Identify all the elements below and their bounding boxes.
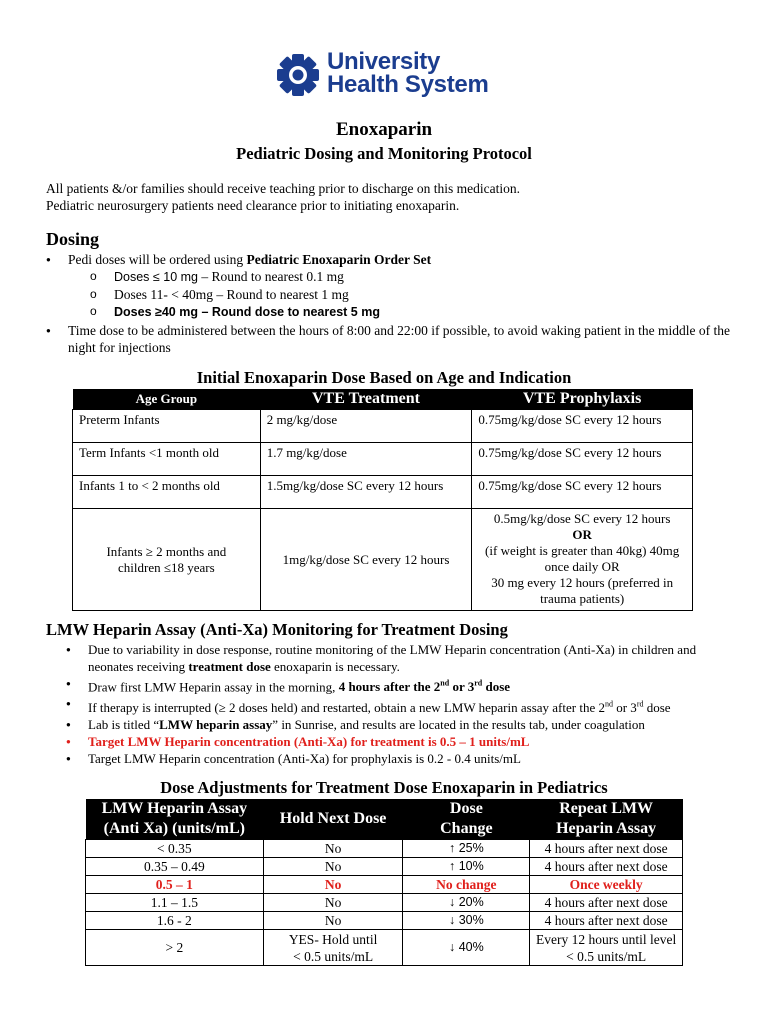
intro-text	[46, 180, 520, 214]
table-row	[86, 912, 683, 930]
cell-assay: < 0.35	[86, 840, 264, 858]
dosing-bullet-2	[46, 322, 736, 356]
table-row	[73, 410, 693, 443]
cell-treatment: 1.5mg/kg/dose SC every 12 hours	[260, 476, 472, 509]
cell-age: Infants ≥ 2 months and children ≤18 years	[73, 509, 261, 611]
monitor-b1-b: enoxaparin is necessary.	[270, 659, 400, 674]
intro-line-2: Pediatric neurosurgery patients need clearance prior to initiating enoxaparin.	[46, 198, 460, 213]
rounding-item-2	[90, 286, 736, 303]
repeat-line-2: < 0.5 units/mL	[566, 948, 647, 964]
cell-repeat: 4 hours after next dose	[530, 912, 683, 930]
rounding-3: Doses ≥40 mg – Round dose to nearest 5 mg	[114, 305, 380, 319]
header-repeat	[530, 799, 683, 840]
cell-change: ↓ 40%	[403, 930, 530, 966]
monitor-b3: If therapy is interrupted (≥ 2 doses held) and restarted, obtain a new LMW heparin assay after the 2nd or 3rd dose	[88, 699, 671, 715]
header-hold: Hold Next Dose	[263, 799, 403, 840]
header-repeat-2: Heparin Assay	[556, 820, 657, 837]
rounding-1-rule: – Round to nearest 0.1 mg	[197, 269, 344, 284]
intro-line-1: All patients &/or families should receive teaching prior to discharge on this medication.	[46, 181, 521, 196]
repeat-line-1: Every 12 hours until level	[536, 931, 677, 947]
monitor-b6: Target LMW Heparin concentration (Anti-Xa) for prophylaxis is 0.2 - 0.4 units/mL	[88, 750, 521, 766]
cell-assay: 1.1 – 1.5	[86, 894, 264, 912]
cell-assay: 0.5 – 1	[86, 876, 264, 894]
cell-hold: No	[263, 894, 403, 912]
table-row	[86, 930, 683, 966]
proph-or: OR	[572, 527, 592, 542]
monitor-b1-bold: treatment dose	[188, 659, 271, 674]
monitor-b4-b: ” in Sunrise, and results are located in the results tab, under coagulation	[272, 716, 645, 732]
table-row	[86, 858, 683, 876]
hold-line-1: YES- Hold until	[288, 931, 378, 947]
dosing-heading: Dosing	[46, 229, 100, 249]
cell-repeat: Once weekly	[530, 876, 683, 894]
monitor-b2-a: Draw first LMW Heparin assay in the morning,	[88, 679, 339, 695]
dosing-b2-text: Time dose to be administered between the hours of 8:00 and 22:00 if possible, to avoid waking patient in the middle of the night for injections	[68, 323, 731, 355]
cell-change: ↑ 10%	[403, 858, 530, 876]
logo-text	[327, 50, 489, 96]
header-dose-change	[403, 799, 530, 840]
header-vte-prophylaxis: VTE Prophylaxis	[472, 389, 693, 410]
monitor-bullet-3	[66, 695, 734, 715]
cell-hold: No	[263, 858, 403, 876]
table-row	[86, 894, 683, 912]
cell-change: ↓ 20%	[403, 894, 530, 912]
initial-header-row	[73, 389, 693, 410]
doc-title: Enoxaparin	[335, 119, 433, 140]
monitoring-list	[66, 641, 734, 767]
cell-treatment: 1.7 mg/kg/dose	[260, 443, 472, 476]
monitor-b1-a: Due to variability in dose response, routine monitoring of the LMW Heparin concentration (Anti-Xa) in children and neonates receiving	[88, 642, 697, 674]
monitor-bullet-6	[66, 750, 734, 767]
cell-assay: > 2	[86, 930, 264, 966]
cell-repeat: 4 hours after next dose	[530, 894, 683, 912]
table-row	[86, 840, 683, 858]
hold-line-2: < 0.5 units/mL	[293, 948, 374, 964]
rounding-2: Doses 11- < 40mg – Round to nearest 1 mg	[114, 287, 349, 302]
monitor-b4-a: Lab is titled “	[88, 716, 160, 732]
cell-repeat: 4 hours after next dose	[530, 840, 683, 858]
header-age-group: Age Group	[73, 389, 261, 410]
header-assay	[86, 799, 264, 840]
monitor-b2-bold: 4 hours after the 2nd or 3rd dose	[338, 679, 511, 695]
monitoring-heading: LMW Heparin Assay (Anti-Xa) Monitoring for Treatment Dosing	[46, 620, 508, 639]
proph-line-3: 30 mg every 12 hours (preferred in trauma patients)	[491, 575, 674, 606]
rounding-list	[68, 268, 736, 321]
cell-change: ↑ 25%	[403, 840, 530, 858]
cell-assay: 1.6 - 2	[86, 912, 264, 930]
proph-line-1: 0.5mg/kg/dose SC every 12 hours	[493, 511, 671, 526]
cell-prophylaxis: 0.75mg/kg/dose SC every 12 hours	[472, 476, 693, 509]
header-dose-2: Change	[440, 820, 493, 837]
cell-age: Term Infants <1 month old	[73, 443, 261, 476]
university-health-system-logo	[275, 50, 505, 102]
cell-hold: No	[263, 912, 403, 930]
logo-line-1: University	[327, 48, 441, 75]
cell-hold	[263, 930, 403, 966]
cell-hold: No	[263, 876, 403, 894]
dosing-b1-text: Pedi doses will be ordered using	[68, 252, 247, 267]
cell-prophylaxis: 0.75mg/kg/dose SC every 12 hours	[472, 410, 693, 443]
cell-repeat: 4 hours after next dose	[530, 858, 683, 876]
cell-age: Infants 1 to < 2 months old	[73, 476, 261, 509]
rounding-1-dose: Doses ≤ 10 mg	[114, 270, 198, 284]
dosing-bullet-1	[46, 251, 736, 321]
cell-hold: No	[263, 840, 403, 858]
cell-prophylaxis	[472, 509, 693, 611]
star-logo-icon	[275, 52, 321, 98]
cell-treatment: 2 mg/kg/dose	[260, 410, 472, 443]
initial-dose-table	[72, 389, 693, 611]
adjust-header-row	[86, 799, 683, 840]
header-dose-1: Dose	[449, 800, 483, 817]
dose-adjustment-heading: Dose Adjustments for Treatment Dose Enoxaparin in Pediatrics	[160, 778, 608, 797]
doc-subtitle: Pediatric Dosing and Monitoring Protocol	[236, 144, 532, 163]
table-row	[73, 476, 693, 509]
header-assay-1: LMW Heparin Assay	[101, 800, 248, 817]
rounding-item-1	[90, 268, 736, 286]
order-set-name: Pediatric Enoxaparin Order Set	[246, 252, 432, 267]
header-assay-2: (Anti Xa) (units/mL)	[103, 820, 246, 837]
monitor-bullet-2	[66, 675, 734, 695]
monitor-bullet-4	[66, 716, 734, 733]
proph-line-2: (if weight is greater than 40kg) 40mg once daily OR	[485, 543, 680, 574]
cell-change: ↓ 30%	[403, 912, 530, 930]
header-repeat-1: Repeat LMW	[559, 800, 653, 817]
table-row	[73, 509, 693, 611]
cell-change: No change	[403, 876, 530, 894]
cell-assay: 0.35 – 0.49	[86, 858, 264, 876]
monitor-bullet-1	[66, 641, 734, 675]
monitor-b5: Target LMW Heparin concentration (Anti-Xa) for treatment is 0.5 – 1 units/mL	[88, 733, 530, 749]
cell-prophylaxis: 0.75mg/kg/dose SC every 12 hours	[472, 443, 693, 476]
logo-line-2: Health System	[327, 71, 489, 98]
initial-dose-heading: Initial Enoxaparin Dose Based on Age and Indication	[196, 368, 572, 387]
dosing-list	[46, 251, 736, 356]
monitor-b4-bold: LMW heparin assay	[159, 716, 273, 732]
rounding-item-3	[90, 303, 736, 321]
cell-age: Preterm Infants	[73, 410, 261, 443]
header-vte-treatment: VTE Treatment	[260, 389, 472, 410]
table-row-target	[86, 876, 683, 894]
monitor-bullet-5	[66, 733, 734, 750]
dose-adjustment-table	[85, 799, 683, 966]
cell-repeat	[530, 930, 683, 966]
table-row	[73, 443, 693, 476]
cell-treatment: 1mg/kg/dose SC every 12 hours	[260, 509, 472, 611]
